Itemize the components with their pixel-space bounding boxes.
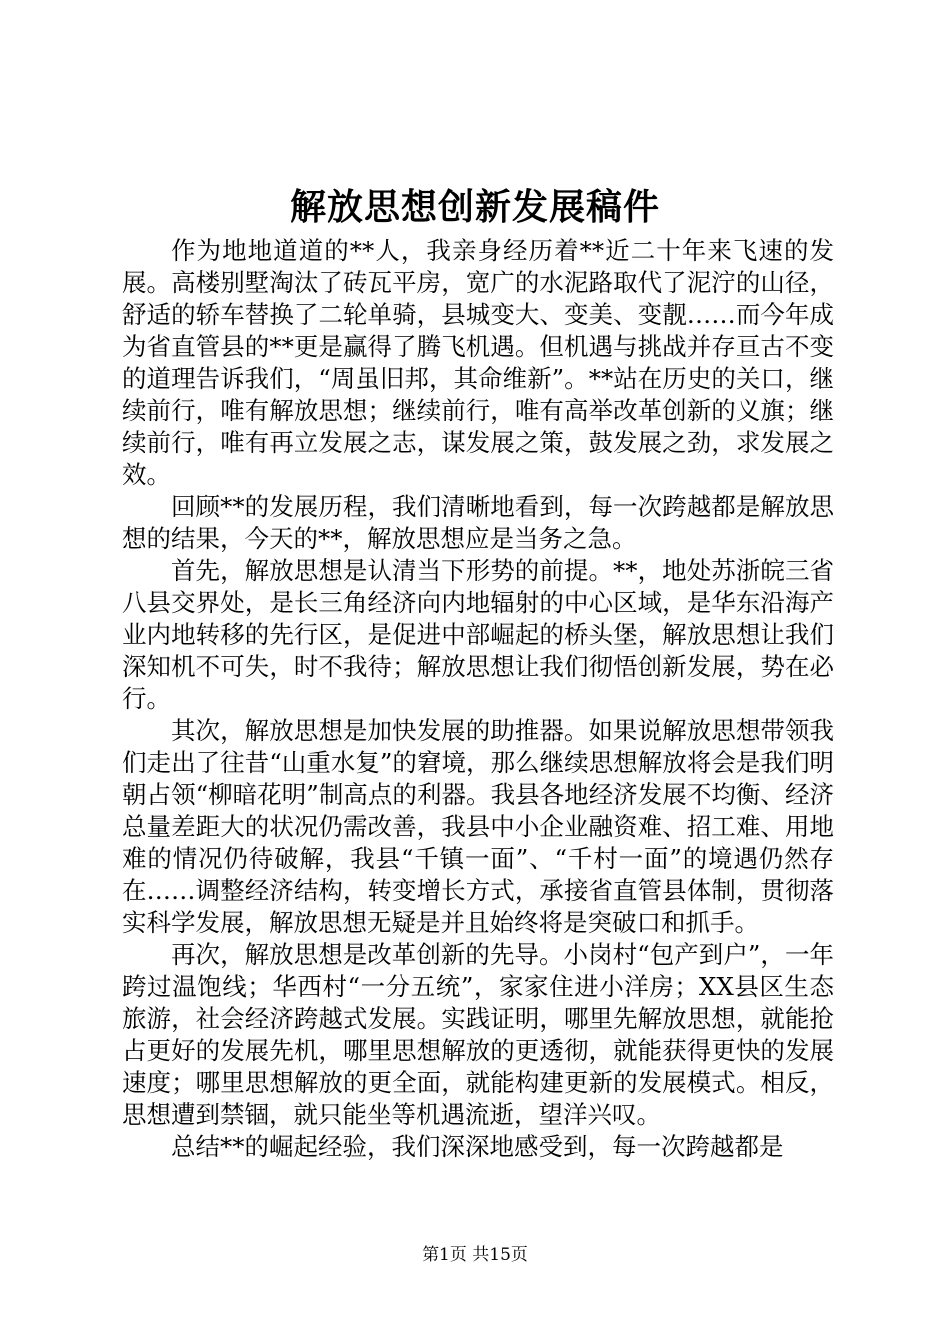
paragraph: 总结**的崛起经验，我们深深地感受到，每一次跨越都是 (171, 1132, 784, 1161)
paragraph: 首先，解放思想是认清当下形势的前提。**，地处苏浙皖三省八县交界处，是长三角经济向内地辐射的中心区域，是华东沿海产业内地转移的先行区，是促进中部崛起的桥头堡，解放思想让我们深知机不可失，时不我待；解放思想让我们彻悟创新发展，势在必行。 (122, 556, 834, 713)
document-body (122, 235, 834, 1163)
paragraph: 再次，解放思想是改革创新的先导。小岗村“包产到户”，一年跨过温饱线；华西村“一分五统”，家家住进小洋房；XX县区生态旅游，社会经济跨越式发展。实践证明，哪里先解放思想，就能抢占更好的发展先机，哪里思想解放的更透彻，就能获得更快的发展速度；哪里思想解放的更全面，就能构建更新的发展模式。相反，思想遭到禁锢，就只能坐等机遇流逝，望洋兴叹。 (122, 940, 834, 1129)
paragraph: 回顾**的发展历程，我们清晰地看到，每一次跨越都是解放思想的结果，今天的**，解放思想应是当务之急。 (122, 492, 834, 553)
paragraph: 作为地地道道的**人，我亲身经历着**近二十年来飞速的发展。高楼别墅淘汰了砖瓦平房，宽广的水泥路取代了泥泞的山径，舒适的轿车替换了二轮单骑，县城变大、变美、变靓……而今年成为省直管县的**更是赢得了腾飞机遇。但机遇与挑战并存亘古不变的道理告诉我们，“周虽旧邦，其命维新”。**站在历史的关口，继续前行，唯有解放思想；继续前行，唯有高举改革创新的义旗；继续前行，唯有再立发展之志，谋发展之策，鼓发展之劲，求发展之效。 (122, 236, 834, 489)
page-number-footer: 第1页 共15页 (422, 1245, 528, 1265)
paragraph: 其次，解放思想是加快发展的助推器。如果说解放思想带领我们走出了往昔“山重水复”的窘境，那么继续思想解放将会是我们明朝占领“柳暗花明”制高点的利器。我县各地经济发展不均衡、经济总量差距大的状况仍需改善，我县中小企业融资难、招工难、用地难的情况仍待破解，我县“千镇一面”、“千村一面”的境遇仍然存在……调整经济结构，转变增长方式，承接省直管县体制，贯彻落实科学发展，解放思想无疑是并且始终将是突破口和抓手。 (122, 716, 834, 937)
document-title: 解放思想创新发展稿件 (289, 187, 660, 228)
